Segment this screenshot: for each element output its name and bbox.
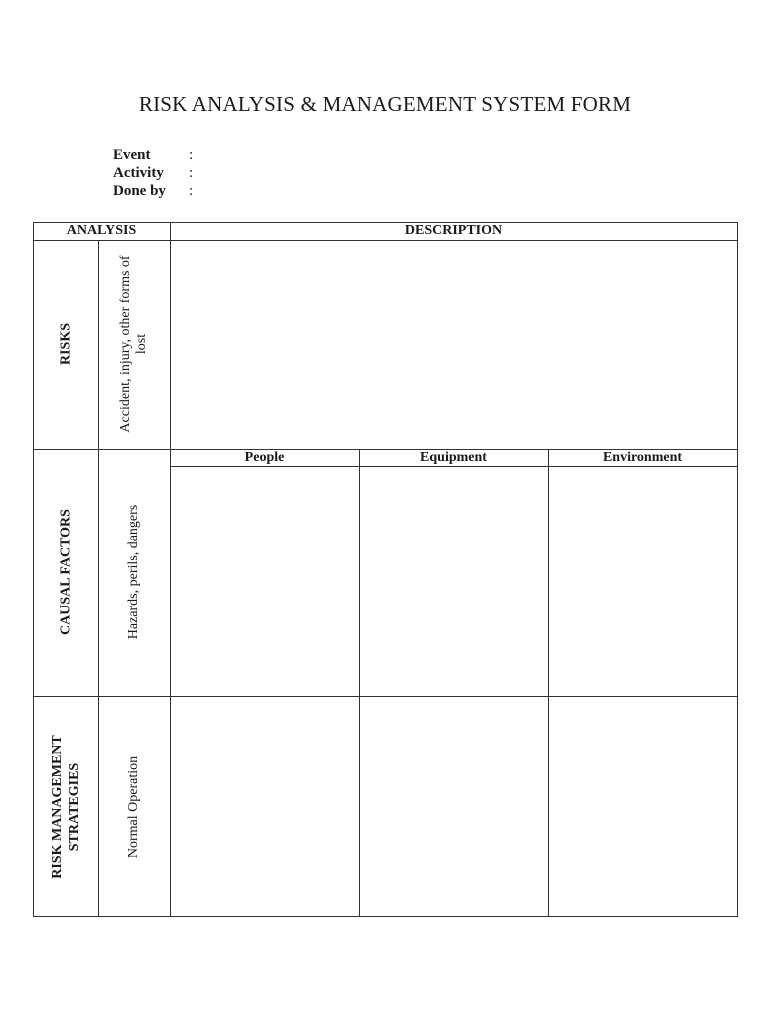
table-bottom-border — [33, 916, 738, 917]
label-divider — [98, 240, 99, 917]
activity-colon: : — [189, 165, 194, 181]
event-colon: : — [189, 147, 194, 163]
causal-equipment-cell[interactable] — [360, 467, 548, 696]
causal-environment-cell[interactable] — [549, 467, 737, 696]
strategies-sublabel: Normal Operation — [126, 755, 141, 859]
causal-people-cell[interactable] — [171, 467, 359, 696]
risks-sublabel-line2: lost — [134, 333, 149, 355]
strategies-equipment-cell[interactable] — [360, 697, 548, 916]
strategies-label-line1: RISK MANAGEMENT — [50, 735, 65, 879]
table-left-border — [33, 222, 34, 917]
risks-label: RISKS — [58, 322, 74, 366]
strategies-label — [49, 735, 83, 879]
strategies-label-line2: STRATEGIES — [67, 762, 82, 852]
activity-label: Activity — [113, 165, 164, 181]
column-header-people: People — [244, 450, 285, 465]
risks-description-cell[interactable] — [171, 241, 737, 449]
causal-factors-label: CAUSAL FACTORS — [58, 509, 74, 635]
doneby-colon: : — [189, 183, 194, 199]
analysis-header: ANALYSIS — [66, 223, 137, 238]
risks-sublabel — [118, 255, 150, 432]
strategies-environment-cell[interactable] — [549, 697, 737, 916]
strategies-people-cell[interactable] — [171, 697, 359, 916]
doneby-label: Done by — [113, 183, 166, 199]
description-header: DESCRIPTION — [404, 223, 503, 238]
column-header-environment: Environment — [602, 450, 683, 465]
table-right-border — [737, 222, 738, 917]
form-title: RISK ANALYSIS & MANAGEMENT SYSTEM FORM — [138, 92, 632, 116]
causal-factors-sublabel: Hazards, perils, dangers — [126, 504, 141, 640]
risks-sublabel-line1: Accident, injury, other forms of — [118, 255, 133, 433]
column-header-equipment: Equipment — [420, 450, 487, 465]
event-label: Event — [113, 147, 151, 163]
